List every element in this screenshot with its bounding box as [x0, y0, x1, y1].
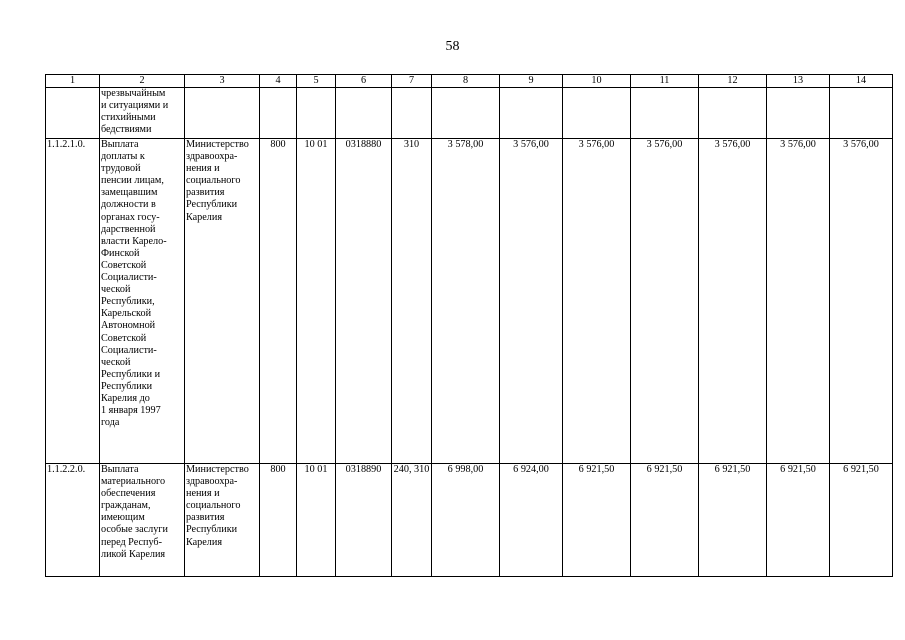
- cell-4: 800: [260, 464, 297, 577]
- cell-11: [631, 88, 699, 139]
- cell-14: [830, 88, 893, 139]
- cell-13: [767, 88, 830, 139]
- cell-13: 3 576,00: [767, 139, 830, 464]
- cell-4: [260, 88, 297, 139]
- cell-code: 1.1.2.2.0.: [46, 464, 100, 577]
- column-header-2: 2: [100, 75, 185, 88]
- cell-9: 6 924,00: [500, 464, 563, 577]
- cell-11: 3 576,00: [631, 139, 699, 464]
- cell-10: 6 921,50: [563, 464, 631, 577]
- cell-12: [699, 88, 767, 139]
- cell-5: 10 01: [297, 464, 336, 577]
- column-header-11: 11: [631, 75, 699, 88]
- cell-7: [392, 88, 432, 139]
- cell-code: 1.1.2.1.0.: [46, 139, 100, 464]
- cell-name: Выплата доплаты к трудовой пенсии лицам, замещавшим должности в органах госу- дарственной власти Карело- Финской Советской Социалисти- ческой Республики, Карельской Автономной Советской Социалисти- ческой Республики и Республики Карелия до 1 января 1997 года: [100, 139, 185, 464]
- column-header-5: 5: [297, 75, 336, 88]
- column-header-10: 10: [563, 75, 631, 88]
- column-header-7: 7: [392, 75, 432, 88]
- column-header-3: 3: [185, 75, 260, 88]
- cell-9: [500, 88, 563, 139]
- table-body: [46, 88, 893, 577]
- cell-name: Выплата материального обеспечения гражданам, имеющим особые заслуги перед Респуб- ликой Карелия: [100, 464, 185, 577]
- cell-6: [336, 88, 392, 139]
- cell-5: [297, 88, 336, 139]
- cell-10: [563, 88, 631, 139]
- cell-6: 0318880: [336, 139, 392, 464]
- column-header-8: 8: [432, 75, 500, 88]
- cell-14: 3 576,00: [830, 139, 893, 464]
- cell-11: 6 921,50: [631, 464, 699, 577]
- cell-14: 6 921,50: [830, 464, 893, 577]
- cell-12: 3 576,00: [699, 139, 767, 464]
- column-header-13: 13: [767, 75, 830, 88]
- table-row-continuation: [46, 88, 893, 139]
- cell-org: Министерство здравоохра- нения и социального развития Республики Карелия: [185, 464, 260, 577]
- cell-8: 6 998,00: [432, 464, 500, 577]
- column-header-1: 1: [46, 75, 100, 88]
- cell-6: 0318890: [336, 464, 392, 577]
- cell-12: 6 921,50: [699, 464, 767, 577]
- cell-8: [432, 88, 500, 139]
- cell-name: чрезвычайным и ситуациями и стихийными бедствиями: [100, 88, 185, 139]
- table-row: [46, 139, 893, 464]
- cell-5: 10 01: [297, 139, 336, 464]
- cell-org: [185, 88, 260, 139]
- column-header-9: 9: [500, 75, 563, 88]
- column-header-12: 12: [699, 75, 767, 88]
- column-header-4: 4: [260, 75, 297, 88]
- budget-table: [45, 74, 893, 577]
- table-header: [46, 75, 893, 88]
- cell-9: 3 576,00: [500, 139, 563, 464]
- table-row: [46, 464, 893, 577]
- cell-4: 800: [260, 139, 297, 464]
- cell-8: 3 578,00: [432, 139, 500, 464]
- cell-7: 240, 310: [392, 464, 432, 577]
- column-header-6: 6: [336, 75, 392, 88]
- page-number: 58: [445, 39, 460, 54]
- cell-13: 6 921,50: [767, 464, 830, 577]
- header-row: [46, 75, 893, 88]
- cell-code: [46, 88, 100, 139]
- cell-7: 310: [392, 139, 432, 464]
- cell-org: Министерство здравоохра- нения и социального развития Республики Карелия: [185, 139, 260, 464]
- column-header-14: 14: [830, 75, 893, 88]
- cell-10: 3 576,00: [563, 139, 631, 464]
